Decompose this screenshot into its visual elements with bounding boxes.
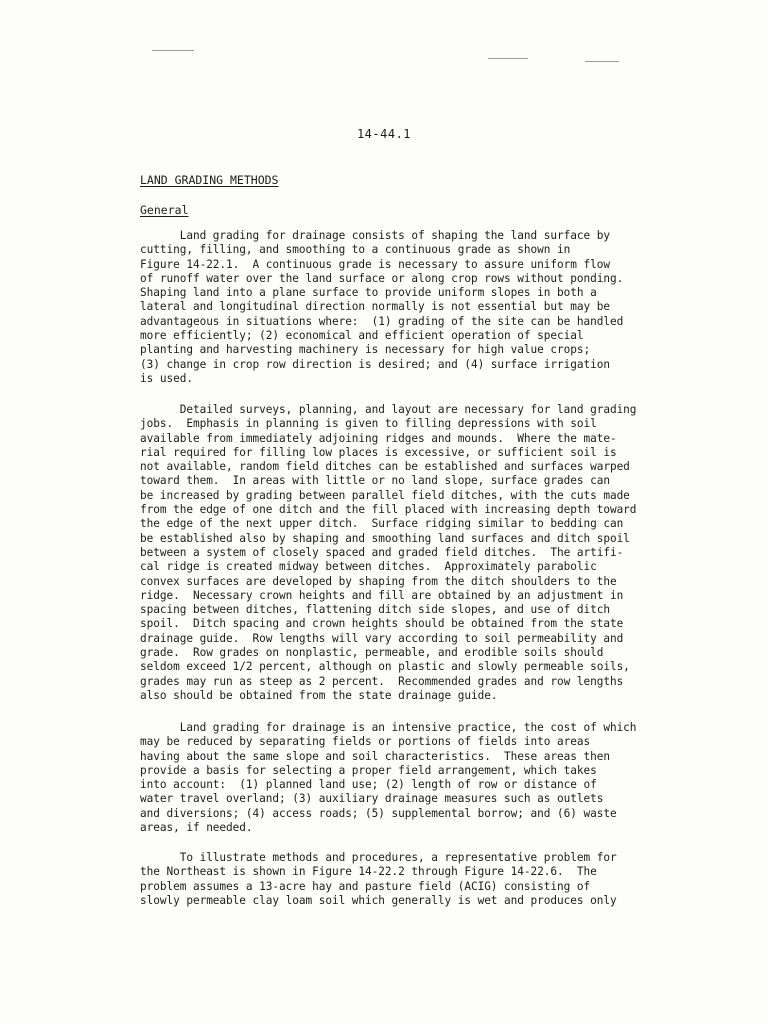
text-line: rial required for filling low places is excessive, or sufficient soil is [140, 445, 617, 459]
text-line: advantageous in situations where: (1) grading of the site can be handled [140, 314, 624, 328]
text-line: of runoff water over the land surface or along crop rows without ponding. [140, 271, 624, 285]
text-line: Detailed surveys, planning, and layout are necessary for land grading [140, 403, 637, 416]
text-line: drainage guide. Row lengths will vary according to soil permeability and [140, 631, 624, 645]
paragraph-example [140, 851, 640, 908]
paragraph-intro [140, 229, 640, 386]
text-line: not available, random field ditches can be established and surfaces warped [140, 460, 630, 474]
text-line: into account: (1) planned land use; (2) length of row or distance of [140, 778, 597, 792]
text-line: planting and harvesting machinery is necessary for high value crops; [140, 343, 591, 357]
text-line: grades may run as steep as 2 percent. Recommended grades and row lengths [140, 674, 624, 688]
text-line: convex surfaces are developed by shaping from the ditch shoulders to the [140, 574, 617, 588]
page-number: 14-44.1 [356, 127, 412, 141]
text-line: provide a basis for selecting a proper field arrangement, which takes [140, 763, 597, 777]
text-line: more efficiently; (2) economical and efficient operation of special [140, 329, 584, 343]
paragraph-cost [140, 721, 640, 835]
text-line: available from immediately adjoining ridges and mounds. Where the mate- [140, 431, 617, 445]
text-line: is used. [140, 371, 193, 385]
text-line: cutting, filling, and smoothing to a continuous grade as shown in [140, 243, 571, 257]
text-line: To illustrate methods and procedures, a representative problem for [140, 851, 617, 864]
text-line: jobs. Emphasis in planning is given to filling depressions with soil [140, 417, 597, 431]
text-line: spacing between ditches, flattening ditch side slopes, and use of ditch [140, 603, 610, 617]
text-line: the edge of the next upper ditch. Surface ridging similar to bedding can [140, 517, 624, 531]
text-line: grade. Row grades on nonplastic, permeable, and erodible soils should [140, 646, 604, 660]
text-line: Land grading for drainage consists of shaping the land surface by [140, 229, 610, 242]
text-line: Shaping land into a plane surface to provide uniform slopes in both a [140, 286, 597, 300]
text-line: (3) change in crop row direction is desired; and (4) surface irrigation [140, 357, 610, 371]
text-line: from the edge of one ditch and the fill placed with increasing depth toward [140, 503, 637, 517]
text-line: ridge. Necessary crown heights and fill are obtained by an adjustment in [140, 588, 624, 602]
text-line: between a system of closely spaced and graded field ditches. The artifi- [140, 545, 624, 559]
text-line: be increased by grading between parallel field ditches, with the cuts made [140, 488, 630, 502]
scan-mark [152, 50, 194, 51]
text-line: may be reduced by separating fields or portions of fields into areas [140, 735, 591, 749]
scan-mark [585, 61, 619, 62]
text-line: seldom exceed 1/2 percent, although on plastic and slowly permeable soils, [140, 660, 630, 674]
text-line: and diversions; (4) access roads; (5) supplemental borrow; and (6) waste [140, 806, 617, 820]
text-line: Figure 14-22.1. A continuous grade is necessary to assure uniform flow [140, 257, 610, 271]
text-line: toward them. In areas with little or no land slope, surface grades can [140, 474, 610, 488]
text-line: Land grading for drainage is an intensive practice, the cost of which [140, 721, 637, 734]
text-line: having about the same slope and soil characteristics. These areas then [140, 749, 610, 763]
text-line: spoil. Ditch spacing and crown heights should be obtained from the state [140, 617, 624, 631]
text-line: water travel overland; (3) auxiliary drainage measures such as outlets [140, 792, 604, 806]
section-title: LAND GRADING METHODS [140, 173, 279, 187]
subsection-title: General [140, 203, 189, 217]
text-line: slowly permeable clay loam soil which generally is wet and produces only [140, 893, 617, 907]
scan-mark [488, 58, 528, 59]
text-line: lateral and longitudinal direction normally is not essential but may be [140, 300, 610, 314]
text-line: problem assumes a 13-acre hay and pasture field (ACIG) consisting of [140, 879, 591, 893]
text-line: cal ridge is created midway between ditches. Approximately parabolic [140, 560, 597, 574]
text-line: be established also by shaping and smoothing land surfaces and ditch spoil [140, 531, 630, 545]
text-line: the Northeast is shown in Figure 14-22.2 through Figure 14-22.6. The [140, 865, 597, 879]
text-line: also should be obtained from the state drainage guide. [140, 688, 498, 702]
text-line: areas, if needed. [140, 821, 253, 835]
paragraph-surveys [140, 403, 640, 703]
